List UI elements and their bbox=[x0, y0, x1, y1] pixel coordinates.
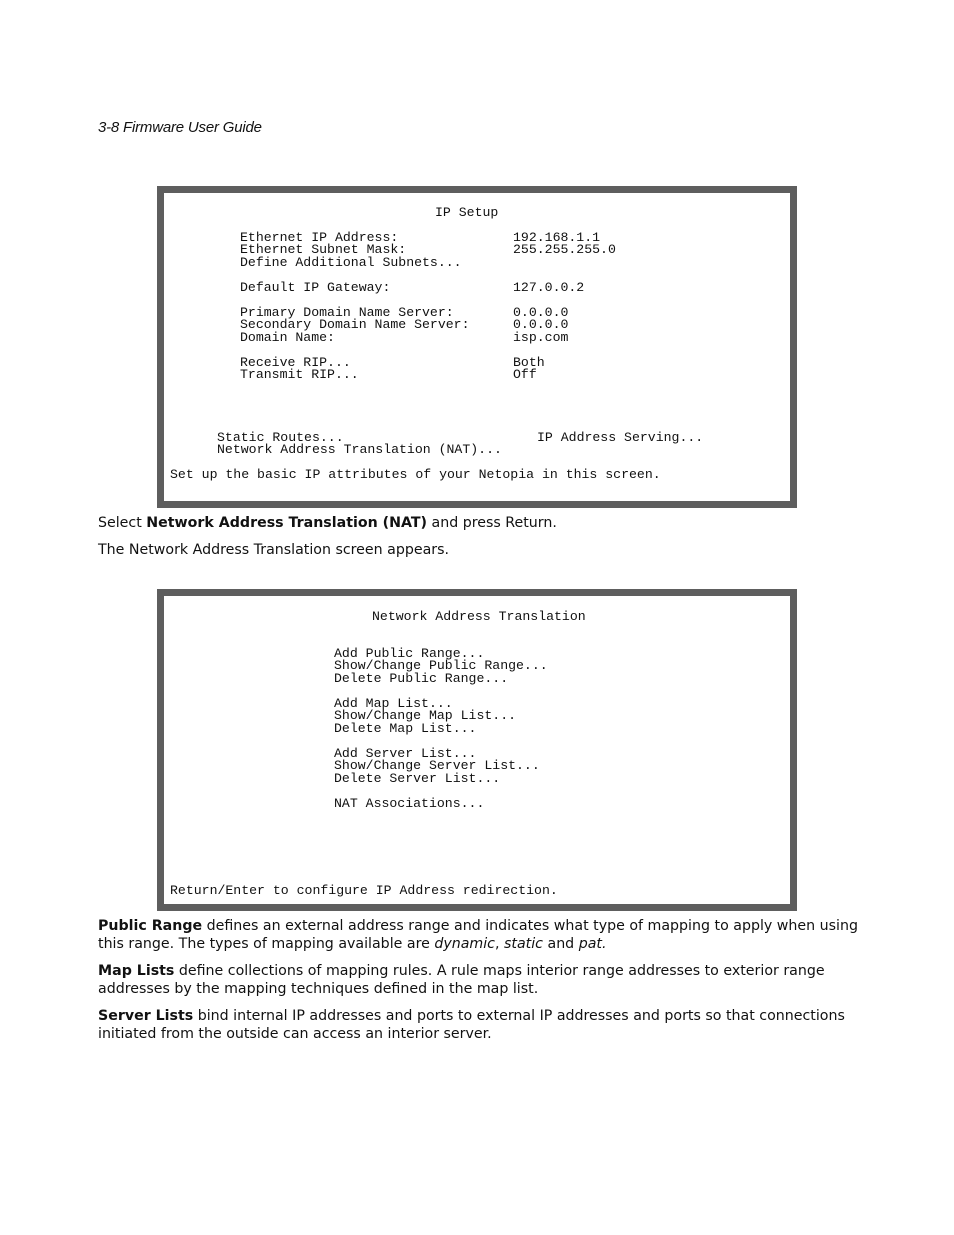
public-range-paragraph bbox=[98, 917, 858, 953]
comma-sep: , bbox=[494, 936, 505, 952]
show-change-map-list-item[interactable]: Show/Change Map List... bbox=[334, 708, 517, 723]
add-server-list-item[interactable]: Add Server List... bbox=[334, 746, 477, 761]
default-ip-gateway-value[interactable]: 127.0.0.2 bbox=[513, 280, 585, 295]
domain-name-label[interactable]: Domain Name: bbox=[240, 330, 335, 345]
ethernet-ip-address-value[interactable]: 192.168.1.1 bbox=[513, 230, 601, 245]
secondary-dns-label[interactable]: Secondary Domain Name Server: bbox=[240, 317, 470, 332]
nat-screen bbox=[157, 589, 797, 911]
delete-map-list-item[interactable]: Delete Map List... bbox=[334, 721, 477, 736]
public-range-text: defines an external address range and indicates what type of mapping to apply when using this range. The types of mapping available are bbox=[98, 918, 858, 952]
show-change-server-list-item[interactable]: Show/Change Server List... bbox=[334, 758, 540, 773]
map-lists-term: Map Lists bbox=[98, 963, 175, 979]
dynamic-term: dynamic bbox=[434, 936, 495, 952]
ethernet-ip-address-label[interactable]: Ethernet IP Address: bbox=[240, 230, 399, 245]
transmit-rip-label[interactable]: Transmit RIP... bbox=[240, 367, 359, 382]
receive-rip-label[interactable]: Receive RIP... bbox=[240, 355, 351, 370]
nat-associations-item[interactable]: NAT Associations... bbox=[334, 796, 485, 811]
pat-term: pat. bbox=[578, 936, 607, 952]
map-lists-paragraph bbox=[98, 962, 858, 998]
define-additional-subnets-item[interactable]: Define Additional Subnets... bbox=[240, 255, 462, 270]
server-lists-text: bind internal IP addresses and ports to external IP addresses and ports so that connections initiated from the outside can access an interior server. bbox=[98, 1008, 845, 1042]
screen-title: IP Setup bbox=[435, 205, 499, 220]
primary-dns-value[interactable]: 0.0.0.0 bbox=[513, 305, 569, 320]
primary-dns-label[interactable]: Primary Domain Name Server: bbox=[240, 305, 454, 320]
instruction-bold: Network Address Translation (NAT) bbox=[146, 515, 428, 531]
nat-menu-item[interactable]: Network Address Translation (NAT)... bbox=[217, 442, 502, 457]
status-line: Set up the basic IP attributes of your Netopia in this screen. bbox=[170, 467, 661, 482]
add-public-range-item[interactable]: Add Public Range... bbox=[334, 646, 485, 661]
ethernet-subnet-mask-label[interactable]: Ethernet Subnet Mask: bbox=[240, 242, 407, 257]
delete-server-list-item[interactable]: Delete Server List... bbox=[334, 771, 501, 786]
ethernet-subnet-mask-value[interactable]: 255.255.255.0 bbox=[513, 242, 616, 257]
instruction-pre: Select bbox=[98, 515, 147, 531]
show-change-public-range-item[interactable]: Show/Change Public Range... bbox=[334, 658, 548, 673]
delete-public-range-item[interactable]: Delete Public Range... bbox=[334, 671, 509, 686]
transmit-rip-value[interactable]: Off bbox=[513, 367, 537, 382]
ip-address-serving-item[interactable]: IP Address Serving... bbox=[537, 430, 704, 445]
and-sep: and bbox=[542, 936, 579, 952]
instruction-post: and press Return. bbox=[427, 515, 557, 531]
static-routes-item[interactable]: Static Routes... bbox=[217, 430, 344, 445]
default-ip-gateway-label[interactable]: Default IP Gateway: bbox=[240, 280, 391, 295]
secondary-dns-value[interactable]: 0.0.0.0 bbox=[513, 317, 569, 332]
server-lists-term: Server Lists bbox=[98, 1008, 194, 1024]
domain-name-value[interactable]: isp.com bbox=[513, 330, 569, 345]
status-line: Return/Enter to configure IP Address redirection. bbox=[170, 883, 558, 898]
screen-appears-paragraph: The Network Address Translation screen appears. bbox=[98, 542, 449, 558]
instruction-paragraph bbox=[98, 514, 858, 532]
static-term: static bbox=[504, 936, 543, 952]
map-lists-text: define collections of mapping rules. A rule maps interior range addresses to exterior range addresses by the mapping techniques defined in the map list. bbox=[98, 963, 825, 997]
public-range-term: Public Range bbox=[98, 918, 203, 934]
page-header: 3-8 Firmware User Guide bbox=[98, 119, 262, 136]
screen-title: Network Address Translation bbox=[372, 609, 586, 624]
ip-setup-screen bbox=[157, 186, 797, 508]
receive-rip-value[interactable]: Both bbox=[513, 355, 545, 370]
add-map-list-item[interactable]: Add Map List... bbox=[334, 696, 453, 711]
server-lists-paragraph bbox=[98, 1007, 858, 1043]
